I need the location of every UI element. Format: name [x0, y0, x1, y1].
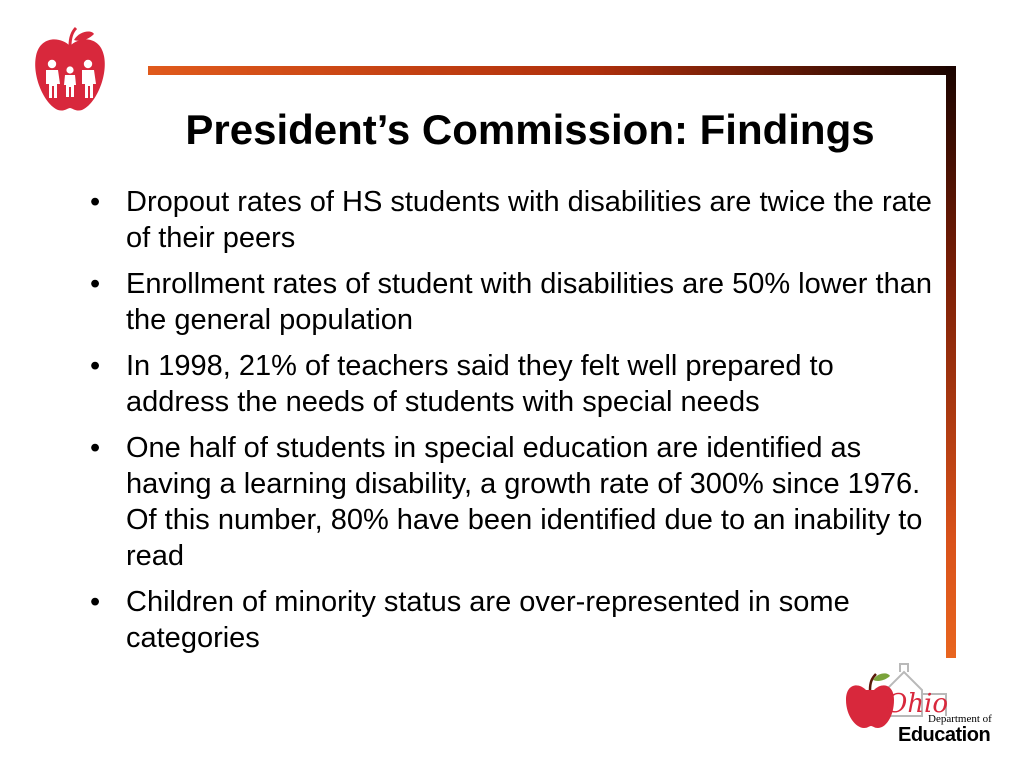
bullet-marker: •	[90, 586, 101, 618]
bullet-marker: •	[90, 186, 101, 218]
ode-department-label: Department of	[928, 713, 992, 725]
bullet-text: One half of students in special education are identified as having a learning disability, a growth rate of 300% since 1976. Of this number, 80% have been identified due to an inability to read	[126, 432, 923, 572]
bullet-marker: •	[90, 350, 101, 382]
ode-education-label: Education	[898, 724, 991, 746]
slide-title: President’s Commission: Findings	[185, 106, 875, 153]
bullet-item	[84, 430, 940, 574]
bullet-marker: •	[90, 432, 101, 464]
right-accent-bar	[946, 66, 956, 658]
bullet-item	[84, 266, 940, 338]
top-accent-bar	[148, 66, 956, 75]
bullet-text: Enrollment rates of student with disabilities are 50% lower than the general population	[126, 268, 932, 336]
bullet-text: Dropout rates of HS students with disabilities are twice the rate of their peers	[126, 186, 932, 254]
bullet-text: In 1998, 21% of teachers said they felt well prepared to address the needs of students with special needs	[126, 350, 834, 418]
ohio-script: Ohio	[886, 689, 949, 719]
apple-family-icon	[30, 26, 110, 112]
bullet-text: Children of minority status are over-represented in some categories	[126, 586, 850, 654]
bullet-marker: •	[90, 268, 101, 300]
bullet-item	[84, 348, 940, 420]
bullet-item	[84, 184, 940, 256]
bullet-list	[84, 184, 940, 666]
bullet-item	[84, 584, 940, 656]
